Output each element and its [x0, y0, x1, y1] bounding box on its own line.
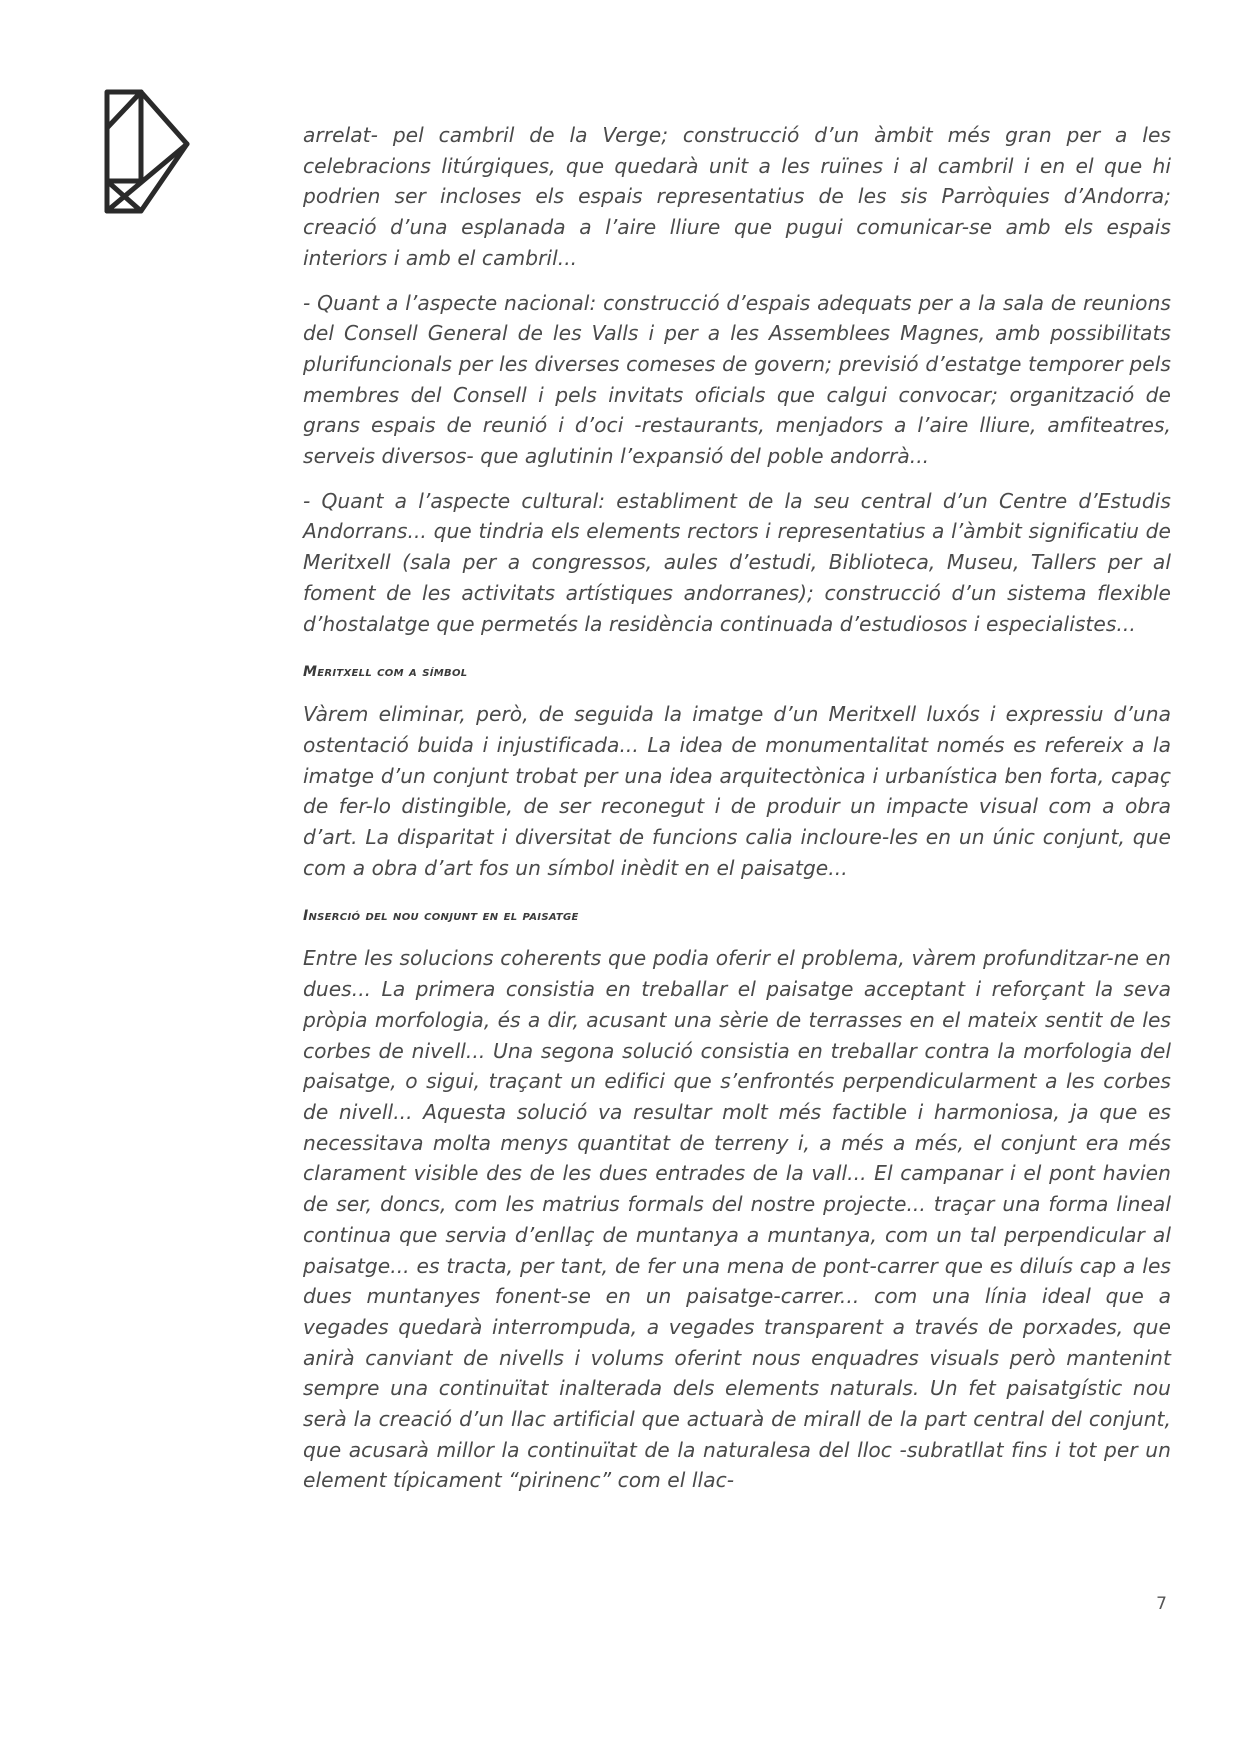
- paragraph-3: - Quant a l’aspecte cultural: establiment de la seu central d’un Centre d’Estudis Andorrans... que tindria els elements rectors i representatius a l’àmbit significatiu de Meritxell (sala per a congressos, aules d’estudi, Biblioteca, Museu, Tallers per al foment de les activitats artístiques andorranes); construcció d’un sistema flexible d’hostalatge que permetés la residència continuada d’estudiosos i especialistes...: [303, 488, 1171, 636]
- section-heading-insercio: Inserció del nou conjunt en el paisatge: [303, 908, 579, 925]
- paragraph-5: Entre les solucions coherents que podia oferir el problema, vàrem profunditzar-ne en dues... La primera consistia en treballar el paisatge acceptant i reforçant la seva pròpia morfologia, és a dir, acusant una sèrie de terrasses en el mateix sentit de les corbes de nivell... Una segona solució consistia en treballar contra la morfologia del paisatge, o sigui, traçant un edifici que s’enfrontés perpendicularment a les corbes de nivell... Aquesta solució va resultar molt més factible i harmoniosa, ja que es necessitava molta menys quantitat de terreny i, a més a més, el conjunt era més clarament visible des de les dues entrades de la vall... El campanar i el pont havien de ser, doncs, com les matrius formals del nostre projecte... traçar una forma lineal continua que servia d’enllaç de muntanya a muntanya, com un tal perpendicular al paisatge... es tracta, per tant, de fer una mena de pont-carrer que es diluís cap a les dues muntanyes fonent-se en un paisatge-carrer... com una línia ideal que a vegades quedarà interrompuda, a vegades transparent a través de porxades, que anirà canviant de nivells i volums oferint nous enquadres visuals però mantenint sempre una continuïtat inalterada dels elements naturals. Un fet paisatgístic nou serà la creació d’un llac artificial que actuarà de mirall de la part central del conjunt, que acusarà millor la continuïtat de la naturalesa del lloc -subratllat fins i tot per un element típicament “pirinenc” com el llac-: [303, 946, 1171, 1493]
- section-heading-meritxell: Meritxell com a símbol: [303, 664, 468, 681]
- page-number: 7: [1156, 1594, 1167, 1614]
- document-logo-icon: [103, 88, 193, 215]
- paragraph-1: arrelat- pel cambril de la Verge; construcció d’un àmbit més gran per a les celebracions litúrgiques, que quedarà unit a les ruïnes i al cambril i en el que hi podrien ser incloses els espais representatius de les sis Parròquies d’Andorra; creació d’una esplanada a l’aire lliure que pugui comunicar-se amb els espais interiors i amb el cambril...: [303, 123, 1171, 270]
- paragraph-2: - Quant a l’aspecte nacional: construcció d’espais adequats per a la sala de reunions del Consell General de les Valls i per a les Assemblees Magnes, amb possibilitats plurifuncionals per les diverses comeses de govern; previsió d’estatge temporer pels membres del Consell i pels invitats oficials que calgui convocar; organització de grans espais de reunió i d’oci -restaurants, menjadors a l’aire lliure, amfiteatres, serveis diversos- que aglutinin l’expansió del poble andorrà...: [303, 290, 1171, 469]
- document-body: [303, 120, 1171, 1510]
- paragraph-4: Vàrem eliminar, però, de seguida la imatge d’un Meritxell luxós i expressiu d’una ostentació buida i injustificada... La idea de monumentalitat només es refereix a la imatge d’un conjunt trobat per una idea arquitectònica i urbanística ben forta, capaç de fer-lo distingible, de ser reconegut i de produir un impacte visual com a obra d’art. La disparitat i diversitat de funcions calia incloure-les en un únic conjunt, que com a obra d’art fos un símbol inèdit en el paisatge...: [303, 702, 1171, 880]
